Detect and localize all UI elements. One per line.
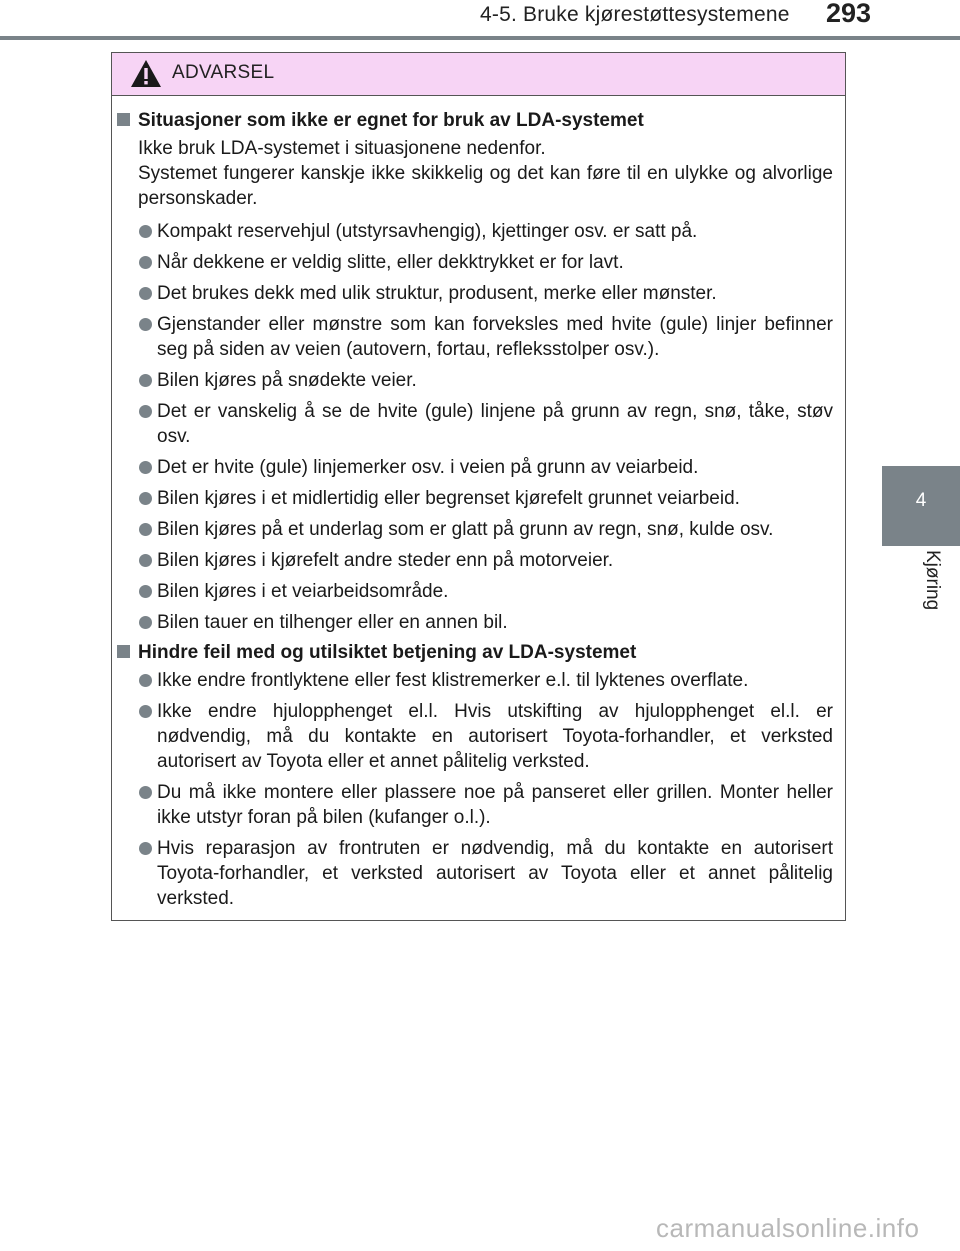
list-item-text: Kompakt reservehjul (utstyrsavhengig), kjettinger osv. er satt på. bbox=[157, 221, 698, 242]
list-item-text: Gjenstander eller mønstre som kan forveksles med hvite (gule) linjer befinner seg på siden av veien (autovern, fortau, refleksstolper osv.). bbox=[157, 314, 833, 360]
list-item-text: Bilen kjøres i et veiarbeidsområde. bbox=[157, 581, 449, 602]
round-bullet-icon bbox=[139, 705, 152, 718]
round-bullet-icon bbox=[139, 842, 152, 855]
list-item-text: Det brukes dekk med ulik struktur, produsent, merke eller mønster. bbox=[157, 283, 717, 304]
list-item bbox=[112, 486, 847, 511]
section-heading-text: Hindre feil med og utilsiktet betjening av LDA-systemet bbox=[138, 642, 637, 663]
chapter-label: Kjøring bbox=[922, 550, 943, 611]
round-bullet-icon bbox=[139, 616, 152, 629]
list-item bbox=[112, 548, 847, 573]
list-item bbox=[112, 517, 847, 542]
round-bullet-icon bbox=[139, 674, 152, 687]
round-bullet-icon bbox=[139, 256, 152, 269]
list-item bbox=[112, 250, 847, 275]
warning-content bbox=[112, 109, 847, 917]
round-bullet-icon bbox=[139, 523, 152, 536]
round-bullet-icon bbox=[139, 585, 152, 598]
warning-header bbox=[112, 53, 845, 96]
list-item-text: Bilen kjøres i kjørefelt andre steder enn på motorveier. bbox=[157, 550, 614, 571]
list-item bbox=[112, 579, 847, 604]
chapter-label-tab bbox=[882, 546, 960, 666]
header-rule bbox=[0, 36, 960, 40]
round-bullet-icon bbox=[139, 554, 152, 567]
round-bullet-icon bbox=[139, 461, 152, 474]
round-bullet-icon bbox=[139, 786, 152, 799]
list-item bbox=[112, 699, 847, 774]
section-title: 4-5. Bruke kjørestøttesystemene bbox=[480, 3, 790, 26]
chapter-tab bbox=[882, 466, 960, 546]
page-header bbox=[0, 0, 960, 40]
list-item bbox=[112, 610, 847, 635]
list-item bbox=[112, 281, 847, 306]
list-item bbox=[112, 780, 847, 830]
round-bullet-icon bbox=[139, 492, 152, 505]
square-bullet-icon bbox=[117, 113, 130, 126]
list-item-text: Bilen tauer en tilhenger eller en annen bil. bbox=[157, 612, 508, 633]
square-bullet-icon bbox=[117, 645, 130, 658]
list-item bbox=[112, 399, 847, 449]
section-heading-text: Situasjoner som ikke er egnet for bruk av LDA-systemet bbox=[138, 110, 644, 131]
round-bullet-icon bbox=[139, 405, 152, 418]
section-intro-text: Ikke bruk LDA-systemet i situasjonene nedenfor. bbox=[138, 138, 546, 159]
list-item bbox=[112, 368, 847, 393]
round-bullet-icon bbox=[139, 225, 152, 238]
list-item-text: Det er hvite (gule) linjemerker osv. i veien på grunn av veiarbeid. bbox=[157, 457, 699, 478]
list-item-text: Du må ikke montere eller plassere noe på panseret eller grillen. Monter heller ikke utstyr foran på bilen (kufanger o.l.). bbox=[157, 782, 833, 828]
list-item-text: Ikke endre hjulopphenget el.l. Hvis utskifting av hjulopphenget el.l. er nødvendig, må du kontakte en autorisert Toyota-forhandler, et verksted autorisert av Toyota eller et annet pålitelig verksted. bbox=[157, 701, 833, 772]
warning-box bbox=[111, 52, 846, 921]
watermark: carmanualsonline.info bbox=[656, 1213, 920, 1243]
list-item-text: Ikke endre frontlyktene eller fest klistremerker e.l. til lyktenes overflate. bbox=[157, 670, 749, 691]
warning-section-title bbox=[112, 109, 847, 133]
chapter-number: 4 bbox=[915, 490, 927, 511]
list-item bbox=[112, 219, 847, 244]
list-item-text: Når dekkene er veldig slitte, eller dekktrykket er for lavt. bbox=[157, 252, 624, 273]
list-item-text: Det er vanskelig å se de hvite (gule) linjene på grunn av regn, snø, tåke, støv osv. bbox=[157, 401, 833, 447]
warning-label: ADVARSEL bbox=[172, 62, 275, 83]
round-bullet-icon bbox=[139, 374, 152, 387]
list-item-text: Hvis reparasjon av frontruten er nødvendig, må du kontakte en autorisert Toyota-forhandler, et verksted autorisert av Toyota eller et annet pålitelig verksted. bbox=[157, 838, 833, 909]
bullet-list bbox=[112, 219, 847, 635]
page-number: 293 bbox=[826, 0, 872, 28]
list-item-text: Bilen kjøres på snødekte veier. bbox=[157, 370, 417, 391]
bullet-list bbox=[112, 668, 847, 911]
round-bullet-icon bbox=[139, 318, 152, 331]
round-bullet-icon bbox=[139, 287, 152, 300]
warning-section-title bbox=[112, 641, 847, 665]
list-item bbox=[112, 668, 847, 693]
section-intro-text: Systemet fungerer kanskje ikke skikkelig og det kan føre til en ulykke og alvorlige personskader. bbox=[138, 163, 833, 209]
list-item-text: Bilen kjøres i et midlertidig eller begrenset kjørefelt grunnet veiarbeid. bbox=[157, 488, 740, 509]
list-item bbox=[112, 836, 847, 911]
list-item-text: Bilen kjøres på et underlag som er glatt på grunn av regn, snø, kulde osv. bbox=[157, 519, 774, 540]
list-item bbox=[112, 455, 847, 480]
warning-triangle-icon bbox=[130, 59, 162, 88]
list-item bbox=[112, 312, 847, 362]
